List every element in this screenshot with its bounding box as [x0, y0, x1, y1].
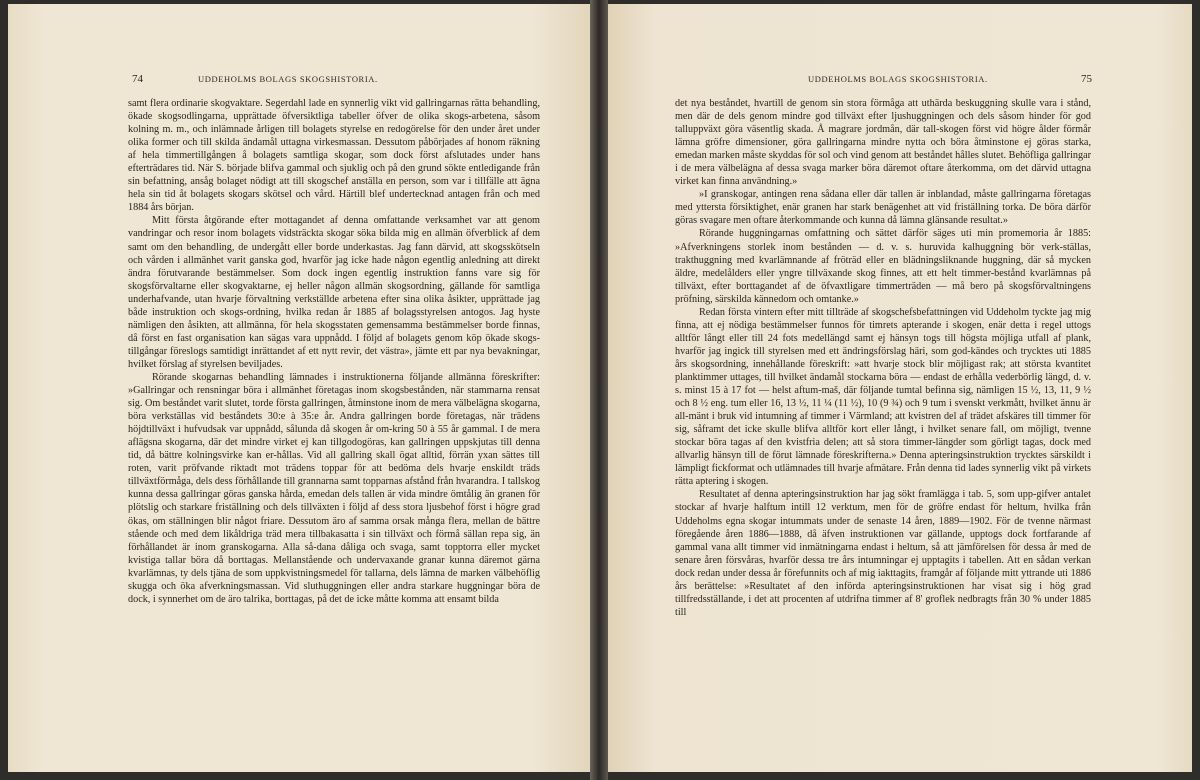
running-head: UDDEHOLMS BOLAGS SKOGSHISTORIA.: [808, 74, 988, 84]
right-page: [608, 4, 1192, 772]
paragraph: Mitt första åtgörande efter mottagandet af denna omfattande verksamhet var att genom vandringar och resor inom bolagets vidsträckta skogar söka bilda mig en allmän öfverblick af dem samt om den behandling, de undergått eller borde underkastas. Jag fann därvid, att skogsskötseln och vården i allmänhet varit ganska god, hvarför jag icke hade någon egentlig anledning att direkt ändra förutvarande bestämmelser. Som dock ingen egentlig instruktion fanns vare sig för skogsförvaltarne eller skogvaktarne, ej heller någon allmän skogsordning, gällande för samtliga underhafvande, utan hvarje förvaltning verkställde arbetena efter sina olika åsikter, upprättade jag både instruktion och skogs-ordning, hvilka redan år 1885 af bolagsstyrelsen antogos. Jag hyste nämligen den åsikten, att allmänna, för hela skogsstaten gemensamma bestämmelser borde finnas, då först en fast organisation kan sägas vara uppnådd. I följd af bolagets genom köp ökade skogs-tillgångar föreslogs samtidigt inrättandet af ett nytt revir, det västra», jämte ett par nya bevakningar, hvilket förslag af styrelsen beviljades.: [128, 215, 540, 370]
page-number: 75: [1081, 73, 1092, 85]
right-page-body: [675, 97, 1091, 619]
book-gutter: [590, 0, 608, 780]
paragraph: Resultatet af denna apteringsinstruktion har jag sökt framlägga i tab. 5, som upp-gifver antalet stockar af hvarje halftum intill 12 verktum, men för de gröfre endast för heltum, hvilka från Uddeholms egna skogar intummats under de senaste 14 åren, 1889—1902. För de tvenne närmast föregående åren 1886—1888, då äfven instruktionen var gällande, upptogs dock fortfarande af gammal vana allt timmer vid inmätningarna endast i heltum, så att jämförelsen för dessa år med de senare åren försvåras, hvarför dessa tre års intumningar ej upptagits i tabellen. Att en sådan verkan dock redan under dessa år förefunnits och af mig iakttagits, framgår af följande mitt yttrande uti 1886 års berättelse: »Resultatet af den införda apteringsinstruktionen har visat sig i hög grad tillfredsställande, i det att procenten af utdrifna timmer af 8' groflek nedbragts från 30 % under 1885 till: [675, 489, 1091, 618]
left-page-body: [128, 97, 540, 606]
paragraph: »I granskogar, antingen rena sådana eller där tallen är inblandad, måste gallringarna företagas med yttersta försiktighet, enär granen har stark benägenhet att vid friställning torka. De böra därför göras svagare men oftare återkommande och kunna då lämna glänsande resultat.»: [675, 189, 1091, 227]
paragraph: Redan första vintern efter mitt tillträde af skogschefsbefattningen vid Uddeholm tyckte jag mig finna, att ej nödiga bestämmelser funnos för timrets apterande i skogen, enär detta i regel uttogs alltför långt eller till 24 fots medellängd samt ej hänsyn togs till högsta möjliga utfall af plank, hvarför jag ingick till styrelsen med ett ändringsförslag häri, som god-kändes och trycktes uti 1885 års skogsordning, innehållande föreskrift: »att hvarje stock blir möjligast rak; att största kvantitet planktimmer uttages, till hvilket ändamål stockarna böra — endast de erhålla vederbörlig längd, d. v. s. minst 15 à 17 fot — helst aftum-maš, där följande tumtal befinna sig, nämligen 15 ½, 13, 11, 9 ½ och 8 ½ eng. tum eller 16, 13 ½, 11 ¼ (11 ½), 10 (9 ¾) och 9 tum i svenskt verkmått, hvilket ännu är all-mänt i bruk vid intumning af timmer i Värmland; att kvistren del af trädet afskäres till timmer för sig, såframt det icke skulle blifva alltför kort eller långt, i hvilket senare fall, om möjligt, tvenne stockar böra tagas af den kvistfria delen; att så stora timmer-längder som görligt tagas, dock med allvarlig hänsyn till de förut lämnade föreskrifterna.» Denna apteringsinstruktion trycktes särskildt i lämpligt fickformat och utlämnades till hvarje afmätare. Från denna tid lades synnerlig vikt på virkets rätta aptering i skogen.: [675, 306, 1091, 488]
left-page: [8, 4, 590, 772]
page-number: 74: [132, 73, 143, 85]
running-head: UDDEHOLMS BOLAGS SKOGSHISTORIA.: [198, 74, 378, 84]
paragraph: Rörande skogarnas behandling lämnades i instruktionerna följande allmänna föreskrifter: »Gallringar och rensningar böra i allmänhet företagas inom skogsbestånden, när stammarna rensat sig. Om beståndet varit slutet, torde första gallringen, åtminstone inom de mera välbelägna skogarna, böra verkställas vid beståndets 30:e à 35:e år. Andra gallringen borde företagas, när trädens höjdtillväxt i hufvudsak var uppnådd, sålunda då skogen år om-kring 50 à 55 år gammal. I de mera aflägsna skogarna, där det mindre virket ej kan tillgodogöras, kan gallringen uppskjutas till denna tid, då bättre kolningsvirke kan er-hållas. Vid all gallring skall ögat alltid, förrän yxan sättes till roten, varit pröfvande riktadt mot trädens toppar för att bedöma dels hvarje enskildt träds tillväxtförmåga, dels dess förhållande till grannarna samt topparnas afstånd från hvarandra. I tallskog kunna dessa gallringar göras ganska hårda, emedan dels tallen är vida mindre ömtålig än granen för plötslig och starkare friställning och dels tillväxten i följd af dess stora ljusbehof först i högre grad ökas, om ställningen blir något friare. Dessutom äro af samma orsak många flera, mellan de bättre stående och med dem likåldriga träd mera tillbakasatta i sin tillväxt och förmå sällan repa sig, än förhållandet är inom granskogarna. Alla så-dana dåliga och svaga, samt topptorra eller mycket kvistiga tallar böra då borttagas. Mellanstående och undervaxande granar kunna däremot gärna kvarlämnas, ty dels tjäna de som uppkvistningsmedel för tallarna, dels lämna de marken välbehöflig skugga och öka afverkningsmassan. Vid sluthuggningen eller andra starkare huggningar böra de dock, i synnerhet om de äro talrika, borttagas, på det de icke måtte komma att ensamt bilda: [128, 371, 540, 605]
paragraph: det nya beståndet, hvartill de genom sin stora förmåga att uthärda beskuggning skulle vara i stånd, men där de dels genom mindre god tillväxt efter ljushuggningen och dels såsom hinder för god talluppväxt göra väsentlig skada. Å magrare jordmån, där tall-skogen först vid högre ålder förmår lämna gröfre dimensioner, göra gallringarna mindre nytta och böra åtminstone ej göras starka, emedan marken måste skyddas för sol och vind genom att beståndet hålles slutet. Behöfliga gallringar i de mera välbelägna af dessa svaga marker böra däremot oftare återkomma, om det därvid uttagna virket kan finna användning.»: [675, 98, 1091, 188]
paragraph: samt flera ordinarie skogvaktare. Segerdahl lade en synnerlig vikt vid gallringarnas rätta behandling, ökade skogsodlingarna, upprättade öfversiktliga tabeller öfver de olika skogs-arbetena, såsom kolning m. m., och inlämnade årligen till bolagets styrelse en redogörelse för den under året under olika former och till skilda ändamål uttagna virkesmassan. Dessutom påbörjades af honom räkning af hela timmertillgången å bolagets samtliga skogar, som dock först afslutades under hans efterträdares tid. När S. började blifva gammal och sjuklig och på den grund sökte entledigande från sin befattning, ansåg bolaget nödigt att till skogschef anställa en person, som var i tillfälle att ägna hela sin tid åt bolagets skogars skötsel och vård. Härtill blef undertecknad antagen från och med 1884 års början.: [128, 98, 540, 214]
paragraph: Rörande huggningarnas omfattning och sättet därför säges uti min promemoria år 1885: »Afverkningens storlek inom bestånden — d. v. s. huruvida kalhuggning bör verk-ställas, trakthuggning med kvarlämnande af fröträd eller en blädningsliknande huggning, där så mycken äldre, medelålders eller yngre tillväxande skog finnes, att ett helt timmer-bestånd kvarlämnas på tillväxt, efter borttagandet af de öfvaxtligare timmerträden — må bero på skogsförvaltningens pröfning, särskilda kännedom och omtanke.»: [675, 228, 1091, 305]
